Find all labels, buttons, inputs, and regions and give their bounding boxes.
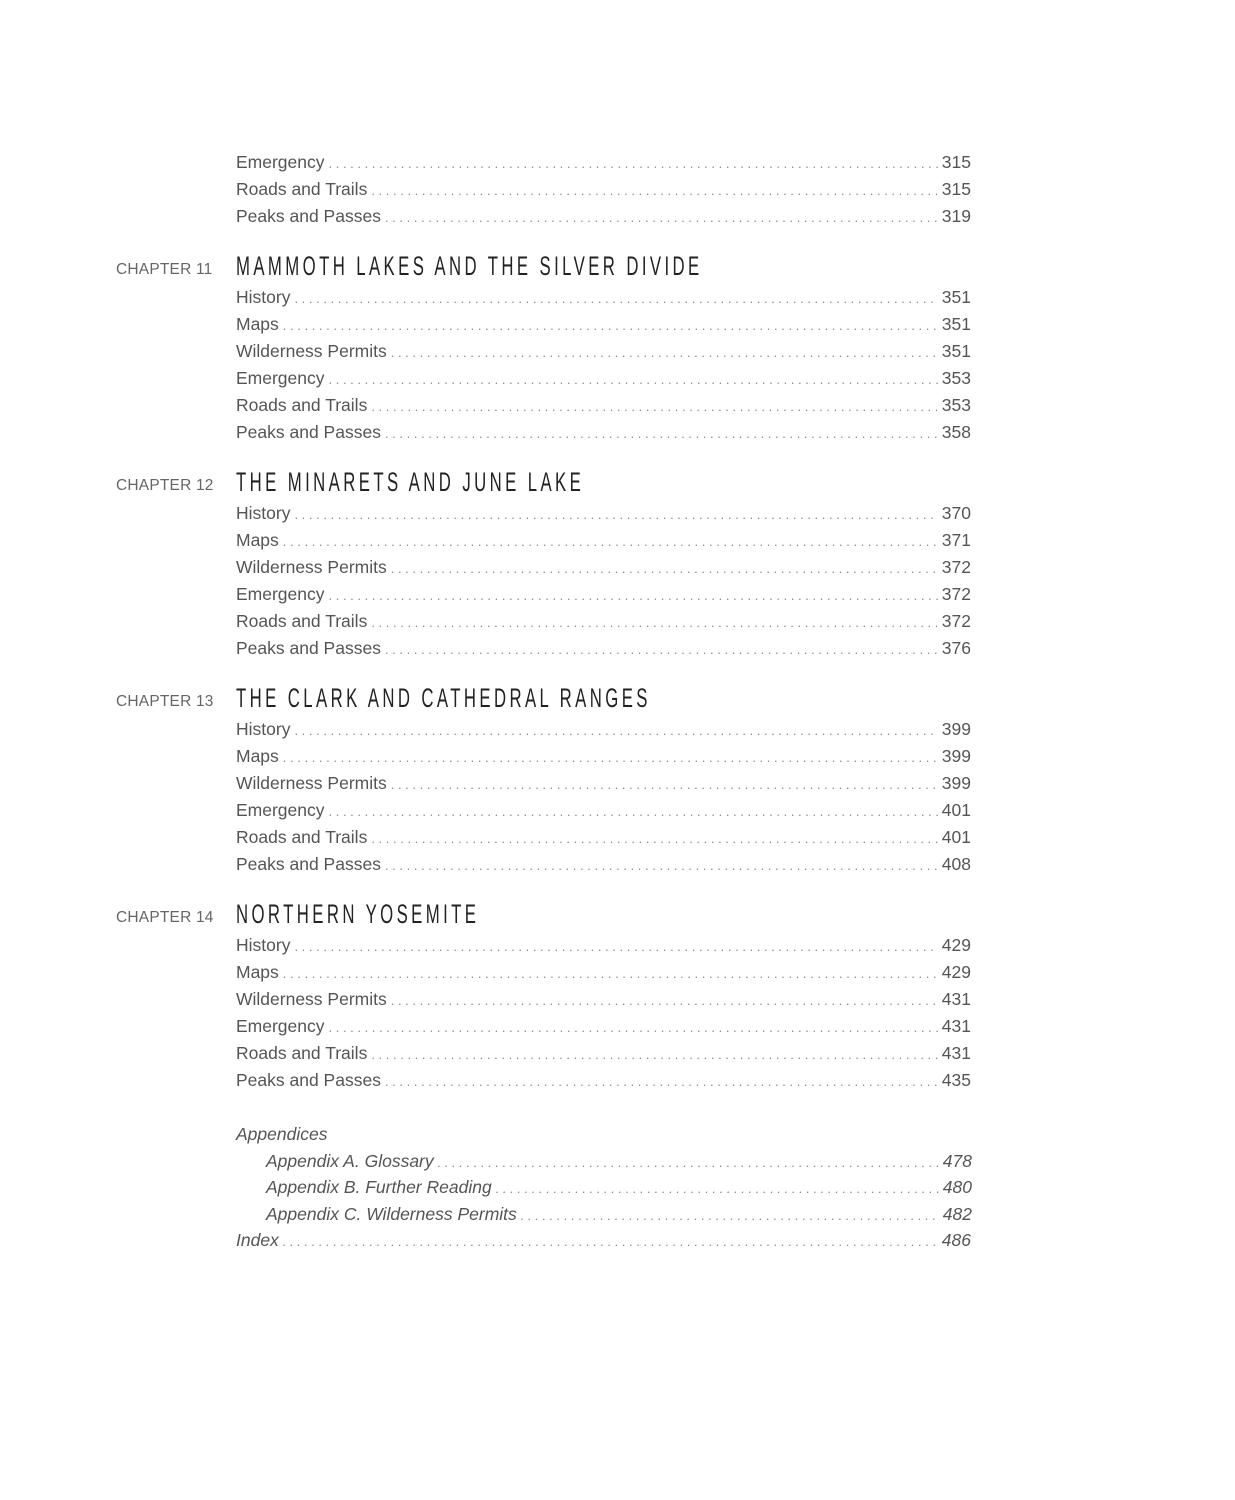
toc-entry-label: Emergency	[236, 584, 325, 604]
dot-leader	[329, 368, 938, 392]
toc-entry-peaks-and-passes[interactable]	[236, 1068, 971, 1092]
toc-entry-page: 399	[941, 719, 971, 739]
toc-entry-history[interactable]	[236, 501, 971, 525]
toc-entry-page: 399	[941, 746, 971, 766]
appendices-heading: Appendices	[236, 1124, 328, 1144]
toc-entry-label: Maps	[236, 314, 279, 334]
toc-entry-roads-and-trails[interactable]	[236, 177, 971, 201]
toc-entry-label: Index	[236, 1230, 279, 1250]
toc-entry-history[interactable]	[236, 933, 971, 957]
toc-entry-page: 401	[941, 800, 971, 820]
toc-entry-page: 351	[941, 287, 971, 307]
toc-entry-page: 315	[941, 152, 971, 172]
toc-entry-label: Peaks and Passes	[236, 638, 381, 658]
toc-entry-label: Maps	[236, 746, 279, 766]
toc-entry-appendix-b[interactable]	[266, 1175, 972, 1199]
toc-entry-label: Roads and Trails	[236, 179, 368, 199]
toc-entry-page: 353	[941, 368, 971, 388]
toc-entry-appendix-c[interactable]	[266, 1202, 972, 1226]
toc-entry-emergency[interactable]	[236, 150, 971, 174]
dot-leader	[329, 584, 938, 608]
dot-leader	[385, 422, 938, 446]
toc-entry-page: 399	[941, 773, 971, 793]
toc-entry-page: 370	[941, 503, 971, 523]
toc-entry-label: History	[236, 935, 291, 955]
toc-entry-label: Wilderness Permits	[236, 557, 387, 577]
toc-entry-page: 480	[942, 1177, 972, 1197]
dot-leader	[371, 827, 937, 851]
toc-entry-roads-and-trails[interactable]	[236, 1041, 971, 1065]
toc-entry-page: 435	[941, 1070, 971, 1090]
toc-entry-peaks-and-passes[interactable]	[236, 852, 971, 876]
dot-leader	[521, 1204, 939, 1228]
toc-entry-peaks-and-passes[interactable]	[236, 636, 971, 660]
toc-entry-label: Maps	[236, 962, 279, 982]
dot-leader	[283, 1230, 938, 1254]
toc-entry-label: Wilderness Permits	[236, 989, 387, 1009]
toc-entry-label: Emergency	[236, 800, 325, 820]
dot-leader	[294, 503, 937, 527]
dot-leader	[283, 530, 938, 554]
toc-entry-page: 431	[941, 989, 971, 1009]
dot-leader	[283, 962, 938, 986]
toc-entry-roads-and-trails[interactable]	[236, 393, 971, 417]
dot-leader	[283, 746, 938, 770]
dot-leader	[329, 800, 938, 824]
toc-entry-emergency[interactable]	[236, 366, 971, 390]
toc-entry-wilderness-permits[interactable]	[236, 339, 971, 363]
dot-leader	[496, 1177, 939, 1201]
chapter-14-number: CHAPTER 14	[116, 909, 214, 926]
dot-leader	[391, 989, 938, 1013]
toc-entry-label: Maps	[236, 530, 279, 550]
toc-entry-emergency[interactable]	[236, 582, 971, 606]
toc-entry-page: 353	[941, 395, 971, 415]
toc-entry-label: Peaks and Passes	[236, 1070, 381, 1090]
dot-leader	[329, 152, 938, 176]
toc-entry-page: 315	[941, 179, 971, 199]
toc-entry-roads-and-trails[interactable]	[236, 609, 971, 633]
toc-entry-page: 351	[941, 341, 971, 361]
dot-leader	[294, 719, 937, 743]
dot-leader	[385, 1070, 938, 1094]
chapter-12-title[interactable]: THE MINARETS AND JUNE LAKE	[236, 467, 585, 497]
toc-entry-page: 351	[941, 314, 971, 334]
dot-leader	[283, 314, 938, 338]
dot-leader	[385, 854, 938, 878]
toc-entry-wilderness-permits[interactable]	[236, 987, 971, 1011]
toc-entry-page: 401	[941, 827, 971, 847]
toc-entry-index[interactable]	[236, 1228, 971, 1252]
toc-entry-page: 372	[941, 611, 971, 631]
toc-entry-wilderness-permits[interactable]	[236, 771, 971, 795]
chapter-11-number: CHAPTER 11	[116, 261, 213, 278]
toc-entry-page: 482	[942, 1204, 972, 1224]
dot-leader	[391, 557, 938, 581]
dot-leader	[294, 935, 937, 959]
toc-entry-label: Emergency	[236, 368, 325, 388]
dot-leader	[371, 179, 937, 203]
dot-leader	[391, 773, 938, 797]
chapter-14-title[interactable]: NORTHERN YOSEMITE	[236, 899, 480, 929]
toc-entry-emergency[interactable]	[236, 798, 971, 822]
toc-entry-roads-and-trails[interactable]	[236, 825, 971, 849]
toc-entry-label: Appendix C. Wilderness Permits	[266, 1204, 517, 1224]
toc-entry-label: Appendix A. Glossary	[266, 1151, 434, 1171]
toc-entry-peaks-and-passes[interactable]	[236, 420, 971, 444]
toc-entry-page: 408	[941, 854, 971, 874]
toc-entry-label: Wilderness Permits	[236, 341, 387, 361]
dot-leader	[385, 638, 938, 662]
toc-entry-page: 358	[941, 422, 971, 442]
toc-entry-page: 372	[941, 584, 971, 604]
chapter-13-title[interactable]: THE CLARK AND CATHEDRAL RANGES	[236, 683, 651, 713]
toc-entry-label: Emergency	[236, 1016, 325, 1036]
toc-entry-page: 372	[941, 557, 971, 577]
dot-leader	[371, 611, 937, 635]
toc-entry-label: History	[236, 719, 291, 739]
toc-entry-maps[interactable]	[236, 744, 971, 768]
toc-entry-page: 478	[942, 1151, 972, 1171]
toc-entry-label: Roads and Trails	[236, 395, 368, 415]
dot-leader	[329, 1016, 938, 1040]
toc-entry-history[interactable]	[236, 717, 971, 741]
toc-entry-wilderness-permits[interactable]	[236, 555, 971, 579]
chapter-12-number: CHAPTER 12	[116, 477, 214, 494]
chapter-11-title[interactable]: MAMMOTH LAKES AND THE SILVER DIVIDE	[236, 251, 703, 281]
dot-leader	[371, 395, 937, 419]
toc-entry-emergency[interactable]	[236, 1014, 971, 1038]
dot-leader	[385, 206, 938, 230]
toc-entry-label: History	[236, 287, 291, 307]
toc-entry-page: 429	[941, 935, 971, 955]
toc-entry-label: Peaks and Passes	[236, 854, 381, 874]
toc-entry-label: Roads and Trails	[236, 1043, 368, 1063]
chapter-13-number: CHAPTER 13	[116, 693, 214, 710]
toc-entry-label: Peaks and Passes	[236, 206, 381, 226]
dot-leader	[371, 1043, 937, 1067]
toc-entry-label: Wilderness Permits	[236, 773, 387, 793]
toc-entry-maps[interactable]	[236, 528, 971, 552]
toc-entry-label: History	[236, 503, 291, 523]
toc-entry-page: 431	[941, 1016, 971, 1036]
toc-entry-page: 486	[941, 1230, 971, 1250]
dot-leader	[438, 1151, 939, 1175]
toc-entry-label: Roads and Trails	[236, 611, 368, 631]
toc-entry-maps[interactable]	[236, 960, 971, 984]
toc-entry-label: Roads and Trails	[236, 827, 368, 847]
toc-entry-maps[interactable]	[236, 312, 971, 336]
toc-entry-page: 376	[941, 638, 971, 658]
toc-entry-page: 431	[941, 1043, 971, 1063]
toc-entry-label: Appendix B. Further Reading	[266, 1177, 492, 1197]
dot-leader	[294, 287, 937, 311]
toc-entry-page: 371	[941, 530, 971, 550]
toc-entry-peaks-and-passes[interactable]	[236, 204, 971, 228]
toc-entry-history[interactable]	[236, 285, 971, 309]
toc-entry-label: Peaks and Passes	[236, 422, 381, 442]
toc-entry-appendix-a[interactable]	[266, 1149, 972, 1173]
toc-entry-page: 429	[941, 962, 971, 982]
dot-leader	[391, 341, 938, 365]
toc-entry-page: 319	[941, 206, 971, 226]
toc-entry-label: Emergency	[236, 152, 325, 172]
